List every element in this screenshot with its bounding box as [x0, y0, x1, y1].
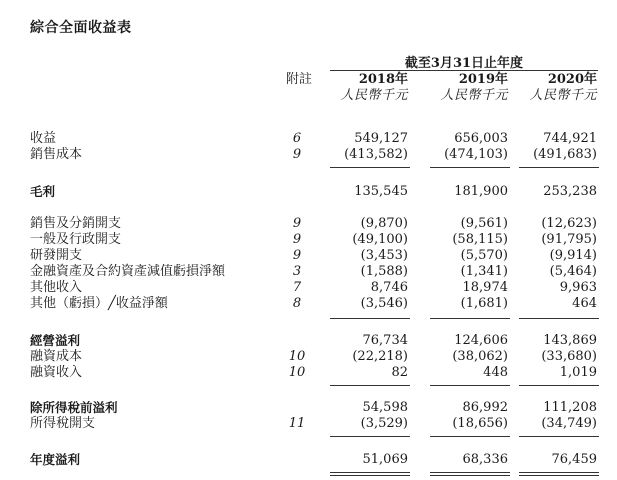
value-2019: (9,561)	[460, 216, 508, 231]
row-label: 其他（虧損）╱收益淨額	[30, 296, 168, 311]
value-2019: (1,341)	[460, 264, 508, 279]
value-2019: 656,003	[454, 131, 508, 146]
value-2019: (58,115)	[452, 232, 508, 247]
table-row	[0, 248, 617, 264]
table-row	[0, 416, 617, 432]
total-double-rule	[330, 472, 410, 473]
table-row	[0, 264, 617, 280]
value-2018: 76,734	[362, 333, 408, 348]
row-note: 9	[292, 248, 302, 263]
table-row	[0, 365, 617, 381]
subtotal-rule	[430, 436, 510, 437]
row-label: 銷售成本	[30, 147, 83, 162]
unit-2018: 人民幣千元	[340, 88, 408, 103]
value-2018: 135,545	[354, 184, 408, 199]
value-2019: (1,681)	[460, 296, 508, 311]
year-2018-header: 2018年	[358, 72, 408, 87]
row-note: 10	[288, 365, 306, 380]
note-column-header: 附註	[285, 72, 312, 87]
row-label: 除所得稅前溢利	[30, 400, 118, 415]
row-note: 8	[292, 296, 302, 311]
row-note: 9	[292, 216, 302, 231]
value-2018: 51,069	[362, 452, 408, 467]
subtotal-rule	[519, 385, 599, 386]
subtotal-rule	[330, 436, 410, 437]
value-2019: 86,992	[462, 400, 508, 415]
value-2019: 448	[483, 365, 508, 380]
row-note: 3	[292, 264, 302, 279]
year-2020-header: 2020年	[547, 72, 597, 87]
value-2018: (3,529)	[360, 416, 408, 431]
value-2018: (22,218)	[352, 349, 408, 364]
row-label: 年度溢利	[30, 452, 81, 467]
row-label: 金融資產及合約資產減值虧損淨額	[30, 264, 226, 279]
value-2020: 1,019	[559, 365, 597, 380]
total-double-rule	[519, 475, 599, 476]
subtotal-rule	[330, 167, 410, 168]
year-2019-header: 2019年	[458, 72, 508, 87]
table-row	[0, 147, 617, 163]
row-note: 9	[292, 232, 302, 247]
value-2020: 76,459	[551, 452, 597, 467]
row-note: 10	[288, 349, 306, 364]
value-2020: 744,921	[543, 131, 597, 146]
value-2018: (1,588)	[360, 264, 408, 279]
table-row	[0, 131, 617, 147]
value-2020: (34,749)	[541, 416, 597, 431]
value-2018: 82	[391, 365, 408, 380]
value-2020: (33,680)	[541, 349, 597, 364]
value-2019: (474,103)	[444, 147, 508, 162]
subtotal-rule	[519, 167, 599, 168]
value-2019: (5,570)	[460, 248, 508, 263]
subtotal-rule	[519, 318, 599, 319]
value-2018: 549,127	[354, 131, 408, 146]
value-2018: 8,746	[370, 280, 408, 295]
subtotal-rule	[330, 318, 410, 319]
row-label: 融資收入	[30, 365, 83, 380]
unit-2019: 人民幣千元	[440, 88, 508, 103]
row-label: 一般及行政開支	[30, 232, 122, 247]
row-label: 毛利	[30, 184, 56, 199]
row-label: 銷售及分銷開支	[30, 216, 122, 231]
period-header: 截至3月31日止年度	[404, 56, 524, 71]
row-note: 6	[292, 131, 302, 146]
value-2019: 18,974	[462, 280, 508, 295]
table-row	[0, 349, 617, 365]
value-2020: 9,963	[559, 280, 597, 295]
row-note: 11	[288, 416, 306, 431]
row-note: 7	[292, 280, 302, 295]
table-row	[0, 452, 617, 468]
subtotal-rule	[430, 318, 510, 319]
row-label: 經營溢利	[30, 333, 81, 348]
subtotal-rule	[330, 385, 410, 386]
subtotal-rule	[430, 167, 510, 168]
table-row	[0, 216, 617, 232]
value-2018: (3,546)	[360, 296, 408, 311]
value-2019: (38,062)	[452, 349, 508, 364]
value-2019: 68,336	[462, 452, 508, 467]
value-2020: (91,795)	[541, 232, 597, 247]
subtotal-rule	[430, 385, 510, 386]
row-label: 融資成本	[30, 349, 83, 364]
value-2018: (49,100)	[352, 232, 408, 247]
value-2018: (413,582)	[344, 147, 408, 162]
value-2018: (3,453)	[360, 248, 408, 263]
value-2020: (5,464)	[549, 264, 597, 279]
value-2020: 143,869	[543, 333, 597, 348]
total-double-rule	[430, 475, 510, 476]
row-label: 其他收入	[30, 280, 83, 295]
subtotal-rule	[519, 436, 599, 437]
table-row	[0, 232, 617, 248]
value-2019: 124,606	[454, 333, 508, 348]
total-double-rule	[430, 472, 510, 473]
row-note: 9	[292, 147, 302, 162]
value-2020: 111,208	[543, 400, 597, 415]
total-double-rule	[330, 475, 410, 476]
value-2018: 54,598	[362, 400, 408, 415]
unit-2020: 人民幣千元	[529, 88, 597, 103]
row-label: 研發開支	[30, 248, 83, 263]
value-2019: 181,900	[454, 184, 508, 199]
row-label: 所得稅開支	[30, 416, 96, 431]
row-label: 收益	[30, 131, 57, 146]
table-row	[0, 333, 617, 349]
table-row	[0, 296, 617, 312]
table-row	[0, 184, 617, 200]
value-2020: 253,238	[543, 184, 597, 199]
table-row	[0, 400, 617, 416]
value-2020: (12,623)	[541, 216, 597, 231]
value-2019: (18,656)	[452, 416, 508, 431]
page-title: 綜合全面收益表	[30, 20, 132, 36]
value-2018: (9,870)	[360, 216, 408, 231]
total-double-rule	[519, 472, 599, 473]
value-2020: (491,683)	[533, 147, 597, 162]
value-2020: 464	[572, 296, 597, 311]
value-2020: (9,914)	[549, 248, 597, 263]
table-row	[0, 280, 617, 296]
